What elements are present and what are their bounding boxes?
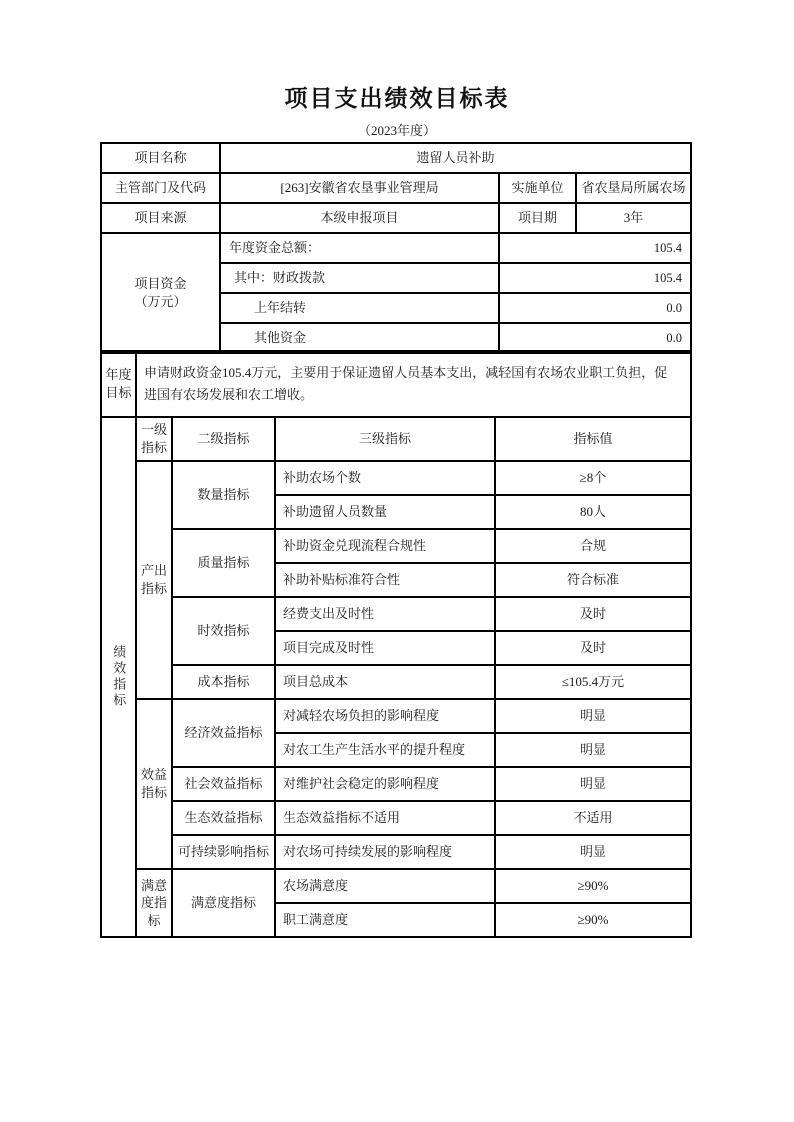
level2-indicator: 可持续影响指标 — [172, 835, 275, 869]
level3-indicator: 对农场可持续发展的影响程度 — [275, 835, 495, 869]
level3-indicator: 项目完成及时性 — [275, 631, 495, 665]
annual-goal-label: 年度目标 — [101, 351, 136, 417]
level2-indicator: 质量指标 — [172, 529, 275, 597]
level2-indicator: 成本指标 — [172, 665, 275, 699]
funds-section-label — [101, 233, 220, 353]
table-row — [101, 665, 691, 699]
page-title: 项目支出绩效目标表 — [284, 86, 510, 111]
table-row — [101, 203, 691, 233]
dept-label: 主管部门及代码 — [101, 173, 220, 203]
indicator-value: 明显 — [495, 767, 691, 801]
level2-indicator: 满意度指标 — [172, 869, 275, 937]
indicator-value: 合规 — [495, 529, 691, 563]
fund-row-name: 年度资金总额： — [220, 233, 499, 263]
impl-unit-value: 省农垦局所属农场 — [576, 173, 691, 203]
level3-indicator: 对减轻农场负担的影响程度 — [275, 699, 495, 733]
table-row — [101, 351, 691, 417]
level2-indicator: 社会效益指标 — [172, 767, 275, 801]
indicators-side-label: 绩效指标 — [101, 417, 136, 937]
dept-value: [263]安徽省农垦事业管理局 — [220, 173, 499, 203]
project-name-value: 遗留人员补助 — [220, 143, 691, 173]
header-level2: 二级指标 — [172, 417, 275, 461]
indicator-value: 明显 — [495, 835, 691, 869]
level2-indicator: 生态效益指标 — [172, 801, 275, 835]
indicator-value: 明显 — [495, 699, 691, 733]
level3-indicator: 项目总成本 — [275, 665, 495, 699]
impl-unit-label: 实施单位 — [499, 173, 576, 203]
header-level1: 一级指标 — [136, 417, 172, 461]
header-level3: 三级指标 — [275, 417, 495, 461]
level3-indicator: 补助遗留人员数量 — [275, 495, 495, 529]
indicator-value: ≥8个 — [495, 461, 691, 495]
period-value: 3年 — [576, 203, 691, 233]
indicator-value: 及时 — [495, 597, 691, 631]
table-row — [101, 233, 691, 263]
annual-goal-table — [100, 350, 692, 418]
fund-row-value: 0.0 — [499, 323, 691, 353]
source-label: 项目来源 — [101, 203, 220, 233]
indicator-value: 符合标准 — [495, 563, 691, 597]
table-row — [101, 461, 691, 495]
indicator-value: ≥90% — [495, 869, 691, 903]
project-name-label: 项目名称 — [101, 143, 220, 173]
level2-indicator: 时效指标 — [172, 597, 275, 665]
indicator-value: 80人 — [495, 495, 691, 529]
level3-indicator: 补助农场个数 — [275, 461, 495, 495]
period-label: 项目期 — [499, 203, 576, 233]
indicator-value: ≥90% — [495, 903, 691, 937]
funds-section-label-text: 项目资金（万元） — [134, 276, 187, 309]
level3-indicator: 补助补贴标准符合性 — [275, 563, 495, 597]
level1-satisfaction: 满意度指标 — [136, 869, 172, 937]
indicator-value: 及时 — [495, 631, 691, 665]
level2-indicator: 经济效益指标 — [172, 699, 275, 767]
indicator-value: ≤105.4万元 — [495, 665, 691, 699]
header-value: 指标值 — [495, 417, 691, 461]
page-subtitle: （2023年度） — [357, 123, 436, 138]
table-row — [101, 597, 691, 631]
table-row — [101, 699, 691, 733]
level3-indicator: 对农工生产生活水平的提升程度 — [275, 733, 495, 767]
level3-indicator: 生态效益指标不适用 — [275, 801, 495, 835]
table-row — [101, 529, 691, 563]
source-value: 本级申报项目 — [220, 203, 499, 233]
table-row — [101, 173, 691, 203]
table-row — [101, 869, 691, 903]
project-info-table — [100, 142, 692, 354]
table-row — [101, 143, 691, 173]
level3-indicator: 职工满意度 — [275, 903, 495, 937]
level3-indicator: 经费支出及时性 — [275, 597, 495, 631]
performance-indicators-table — [100, 416, 692, 938]
level3-indicator: 补助资金兑现流程合规性 — [275, 529, 495, 563]
indicator-value: 明显 — [495, 733, 691, 767]
level3-indicator: 对维护社会稳定的影响程度 — [275, 767, 495, 801]
fund-row-name: 其他资金 — [220, 323, 499, 353]
fund-row-value: 105.4 — [499, 263, 691, 293]
annual-goal-text: 申请财政资金105.4万元，主要用于保证遗留人员基本支出，减轻国有农场农业职工负担，促进国有农场发展和农工增收。 — [136, 351, 691, 417]
fund-row-value: 105.4 — [499, 233, 691, 263]
fund-row-name: 其中：财政拨款 — [220, 263, 499, 293]
table-row — [101, 801, 691, 835]
fund-row-name: 上年结转 — [220, 293, 499, 323]
fund-row-value: 0.0 — [499, 293, 691, 323]
level2-indicator: 数量指标 — [172, 461, 275, 529]
table-row — [101, 835, 691, 869]
indicator-value: 不适用 — [495, 801, 691, 835]
level1-output: 产出指标 — [136, 461, 172, 699]
level3-indicator: 农场满意度 — [275, 869, 495, 903]
table-row — [101, 417, 691, 461]
level1-benefit: 效益指标 — [136, 699, 172, 869]
table-row — [101, 767, 691, 801]
